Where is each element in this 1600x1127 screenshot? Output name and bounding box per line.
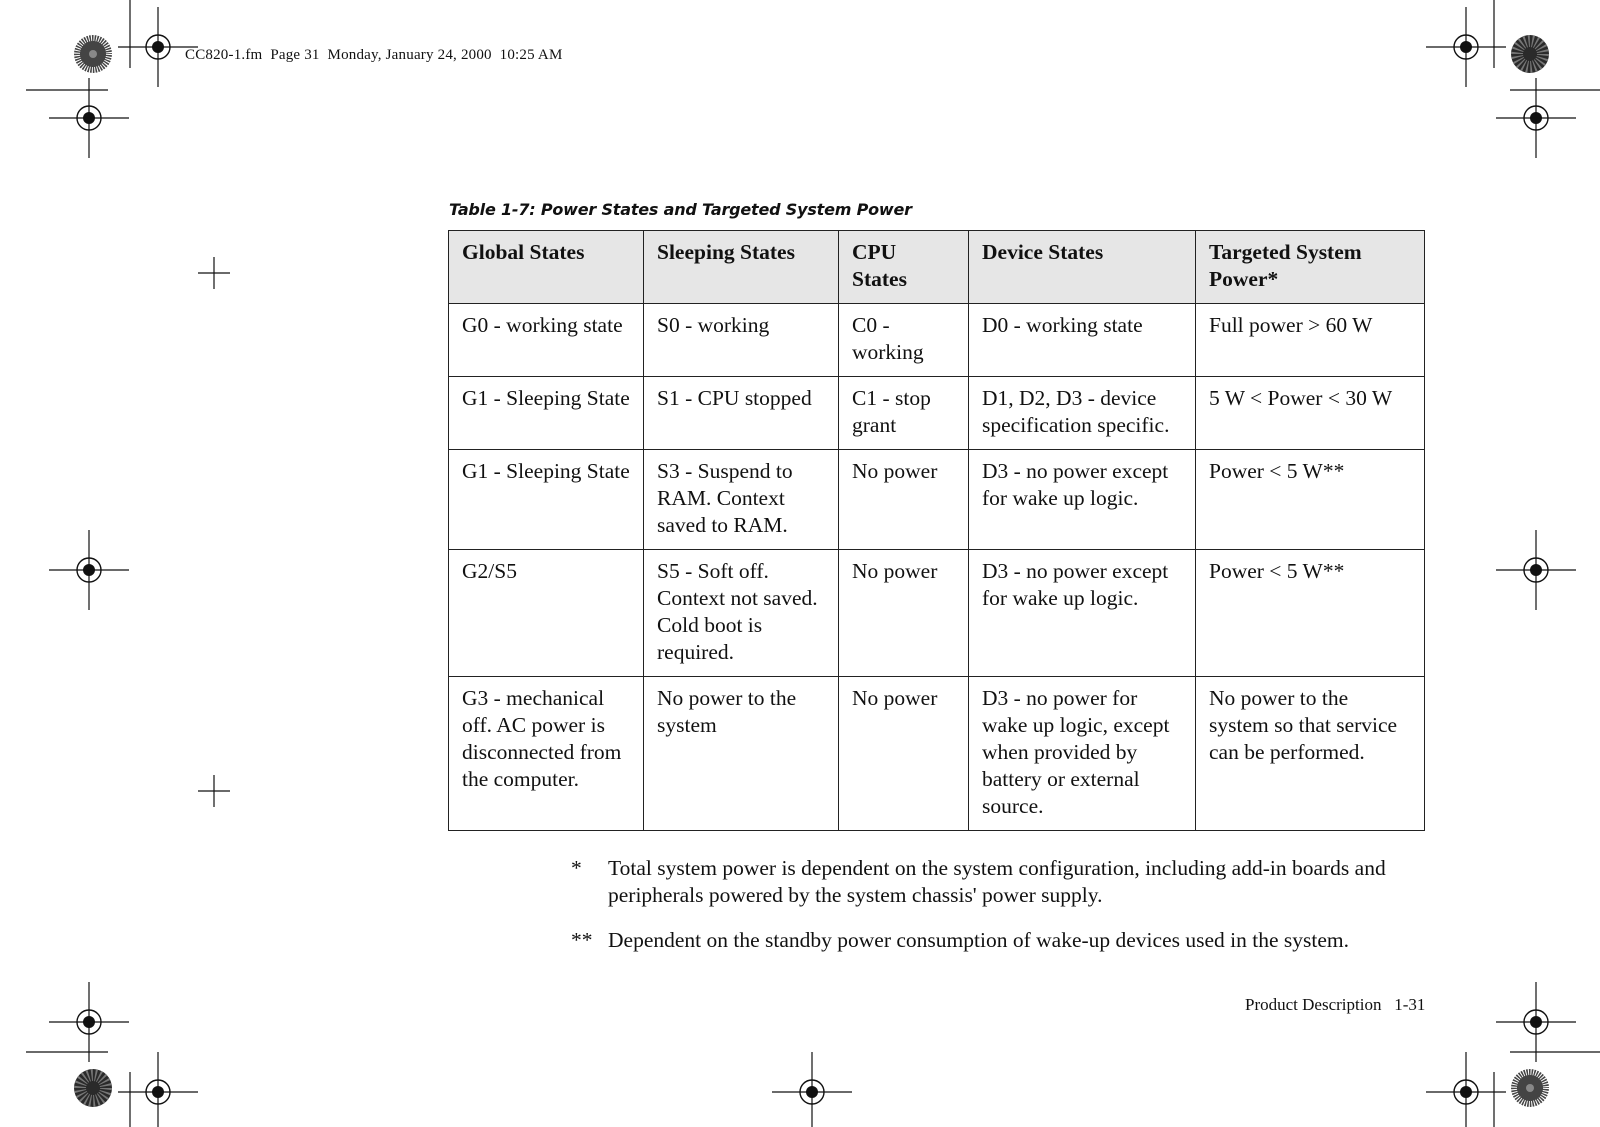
footnote-text: Dependent on the standby power consumption of wake-up devices used in the system. <box>608 928 1349 952</box>
cell-device-state: D1, D2, D3 - device specification specific. <box>969 377 1196 450</box>
header-global-states: Global States <box>449 231 644 304</box>
registration-star-icon <box>1511 1069 1549 1107</box>
table-row <box>449 377 1425 450</box>
cell-global-state: G2/S5 <box>449 550 644 677</box>
footer-section: Product Description <box>1245 995 1382 1014</box>
page-number: 1-31 <box>1394 995 1426 1014</box>
registration-star-icon <box>74 1069 112 1107</box>
power-states-table <box>448 230 1425 831</box>
registration-target-icon <box>49 982 129 1062</box>
footnote <box>571 855 1451 909</box>
cell-cpu-state: No power <box>839 677 969 831</box>
footnote-marker: * <box>571 856 582 880</box>
header-targeted-power: Targeted System Power* <box>1196 231 1425 304</box>
registration-target-icon <box>49 530 129 610</box>
cell-sleeping-state: No power to the system <box>644 677 839 831</box>
cell-sleeping-state: S0 - working <box>644 304 839 377</box>
cell-global-state: G3 - mechanical off. AC power is disconnected from the computer. <box>449 677 644 831</box>
footnote-text: Total system power is dependent on the system configuration, including add-in boards and peripherals powered by the system chassis' power supply. <box>608 856 1386 907</box>
registration-star-icon <box>74 35 112 73</box>
page-footer <box>1245 995 1425 1015</box>
cell-cpu-state: C0 - working <box>839 304 969 377</box>
cell-device-state: D3 - no power except for wake up logic. <box>969 550 1196 677</box>
table-row <box>449 450 1425 550</box>
footnote-marker: ** <box>571 928 593 952</box>
cell-targeted-power: Power < 5 W** <box>1196 450 1425 550</box>
registration-star-icon <box>1511 35 1549 73</box>
cell-sleeping-state: S3 - Suspend to RAM. Context saved to RAM. <box>644 450 839 550</box>
header-device-states: Device States <box>969 231 1196 304</box>
table-header-row <box>449 231 1425 304</box>
cell-cpu-state: No power <box>839 550 969 677</box>
cell-device-state: D3 - no power except for wake up logic. <box>969 450 1196 550</box>
registration-target-icon <box>1496 530 1576 610</box>
table-footnotes <box>571 855 1451 972</box>
cell-device-state: D3 - no power for wake up logic, except when provided by battery or external source. <box>969 677 1196 831</box>
cell-targeted-power: Power < 5 W** <box>1196 550 1425 677</box>
cell-cpu-state: C1 - stop grant <box>839 377 969 450</box>
cell-cpu-state: No power <box>839 450 969 550</box>
cell-global-state: G1 - Sleeping State <box>449 377 644 450</box>
table-caption: Table 1-7: Power States and Targeted System Power <box>449 200 912 219</box>
file-slug: CC820-1.fm Page 31 Monday, January 24, 2000 10:25 AM <box>185 47 563 63</box>
cell-targeted-power: 5 W < Power < 30 W <box>1196 377 1425 450</box>
cell-device-state: D0 - working state <box>969 304 1196 377</box>
cell-targeted-power: No power to the system so that service can be performed. <box>1196 677 1425 831</box>
header-cpu-states: CPU States <box>839 231 969 304</box>
registration-target-icon <box>1496 982 1576 1062</box>
header-sleeping-states: Sleeping States <box>644 231 839 304</box>
cell-sleeping-state: S5 - Soft off. Context not saved. Cold boot is required. <box>644 550 839 677</box>
cell-targeted-power: Full power > 60 W <box>1196 304 1425 377</box>
table-row <box>449 677 1425 831</box>
cell-global-state: G1 - Sleeping State <box>449 450 644 550</box>
cell-global-state: G0 - working state <box>449 304 644 377</box>
cell-sleeping-state: S1 - CPU stopped <box>644 377 839 450</box>
table-row <box>449 550 1425 677</box>
registration-target-icon <box>772 1052 852 1127</box>
table-row <box>449 304 1425 377</box>
footnote <box>571 927 1451 954</box>
